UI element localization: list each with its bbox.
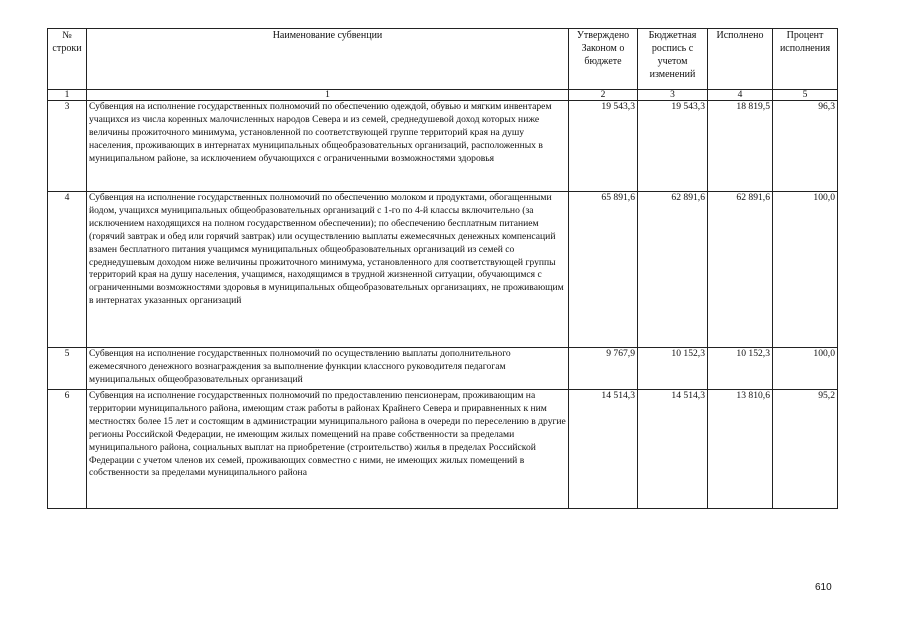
subsidy-name: Субвенция на исполнение государственных полномочий по предоставлению пенсионерам, проживающим на территории муниципального района, имеющим стаж работы в районах Крайнего Севера и приравненных к ним местностях более 15 лет и состоящим в администрации муниципального района в очереди по переселению в другие регионы Российской Федерации, не имеющим жилых помещений на праве собственности за пределами муниципального района, социальных выплат на приобретение (строительство) жилья в пределах Российской Федерации с учетом членов их семей, проживающих совместно с ними, не имеющих жилых помещений в собственности за пределами муниципального района	[87, 390, 569, 509]
budget-value: 62 891,6	[638, 192, 708, 348]
percent-value: 96,3	[773, 101, 838, 192]
approved-value: 19 543,3	[569, 101, 638, 192]
executed-value: 10 152,3	[708, 348, 773, 390]
table-row	[48, 348, 838, 390]
page-number: 610	[815, 582, 832, 593]
executed-value: 13 810,6	[708, 390, 773, 509]
header-executed: Исполнено	[708, 29, 773, 90]
subsidy-name: Субвенция на исполнение государственных полномочий по обеспечению молоком и продуктами, обогащенными йодом, учащихся муниципальных общеобразовательных организаций с 1-го по 4-й классы включительно (за исключением находящихся на полном государственном обеспечении); по обеспечению бесплатным питанием (горячий завтрак и обед или горячий завтрак) или осуществлению выплаты ежемесячных денежных компенсаций взамен бесплатного питания учащимся муниципальных общеобразовательных организаций из семей со среднедушевым доходом ниже величины прожиточного минимума, установленного для соответствующей группы территорий края на душу населения, учащимся, находящимся в трудной жизненной ситуации, обучающимся с ограниченными возможностями здоровья в муниципальных общеобразовательных организациях, не проживающим в интернатах указанных организаций	[87, 192, 569, 348]
approved-value: 9 767,9	[569, 348, 638, 390]
header-approved: Утверждено Законом о бюджете	[569, 29, 638, 90]
approved-value: 14 514,3	[569, 390, 638, 509]
column-index: 5	[773, 90, 838, 101]
column-index-row	[48, 90, 838, 101]
column-index: 3	[638, 90, 708, 101]
column-index: 4	[708, 90, 773, 101]
column-index: 1	[48, 90, 87, 101]
header-row-number: № строки	[48, 29, 87, 90]
header-percent: Процент исполнения	[773, 29, 838, 90]
column-index: 1	[87, 90, 569, 101]
budget-value: 14 514,3	[638, 390, 708, 509]
subsidy-table	[47, 28, 838, 509]
executed-value: 18 819,5	[708, 101, 773, 192]
executed-value: 62 891,6	[708, 192, 773, 348]
table-row	[48, 390, 838, 509]
table-row	[48, 101, 838, 192]
row-number: 5	[48, 348, 87, 390]
table-header-row	[48, 29, 838, 90]
approved-value: 65 891,6	[569, 192, 638, 348]
budget-value: 10 152,3	[638, 348, 708, 390]
percent-value: 100,0	[773, 192, 838, 348]
percent-value: 100,0	[773, 348, 838, 390]
column-index: 2	[569, 90, 638, 101]
row-number: 6	[48, 390, 87, 509]
subsidy-name: Субвенция на исполнение государственных полномочий по обеспечению одеждой, обувью и мягким инвентарем учащихся из числа коренных малочисленных народов Севера и из семей, среднедушевой доход которых ниже величины прожиточного минимума, установленной по соответствующей группе территорий края на душу населения, проживающих в интернатах муниципальных общеобразовательных организаций, расположенных в муниципальном районе, за исключением обучающихся с ограниченными возможностями здоровья	[87, 101, 569, 192]
row-number: 3	[48, 101, 87, 192]
budget-value: 19 543,3	[638, 101, 708, 192]
header-subsidy-name: Наименование субвенции	[87, 29, 569, 90]
row-number: 4	[48, 192, 87, 348]
subsidy-name: Субвенция на исполнение государственных полномочий по осуществлению выплаты дополнительного ежемесячного денежного вознаграждения за выполнение функции классного руководителя педагогам муниципальных общеобразовательных организаций	[87, 348, 569, 390]
percent-value: 95,2	[773, 390, 838, 509]
table-row	[48, 192, 838, 348]
header-budget-schedule: Бюджетная роспись с учетом изменений	[638, 29, 708, 90]
